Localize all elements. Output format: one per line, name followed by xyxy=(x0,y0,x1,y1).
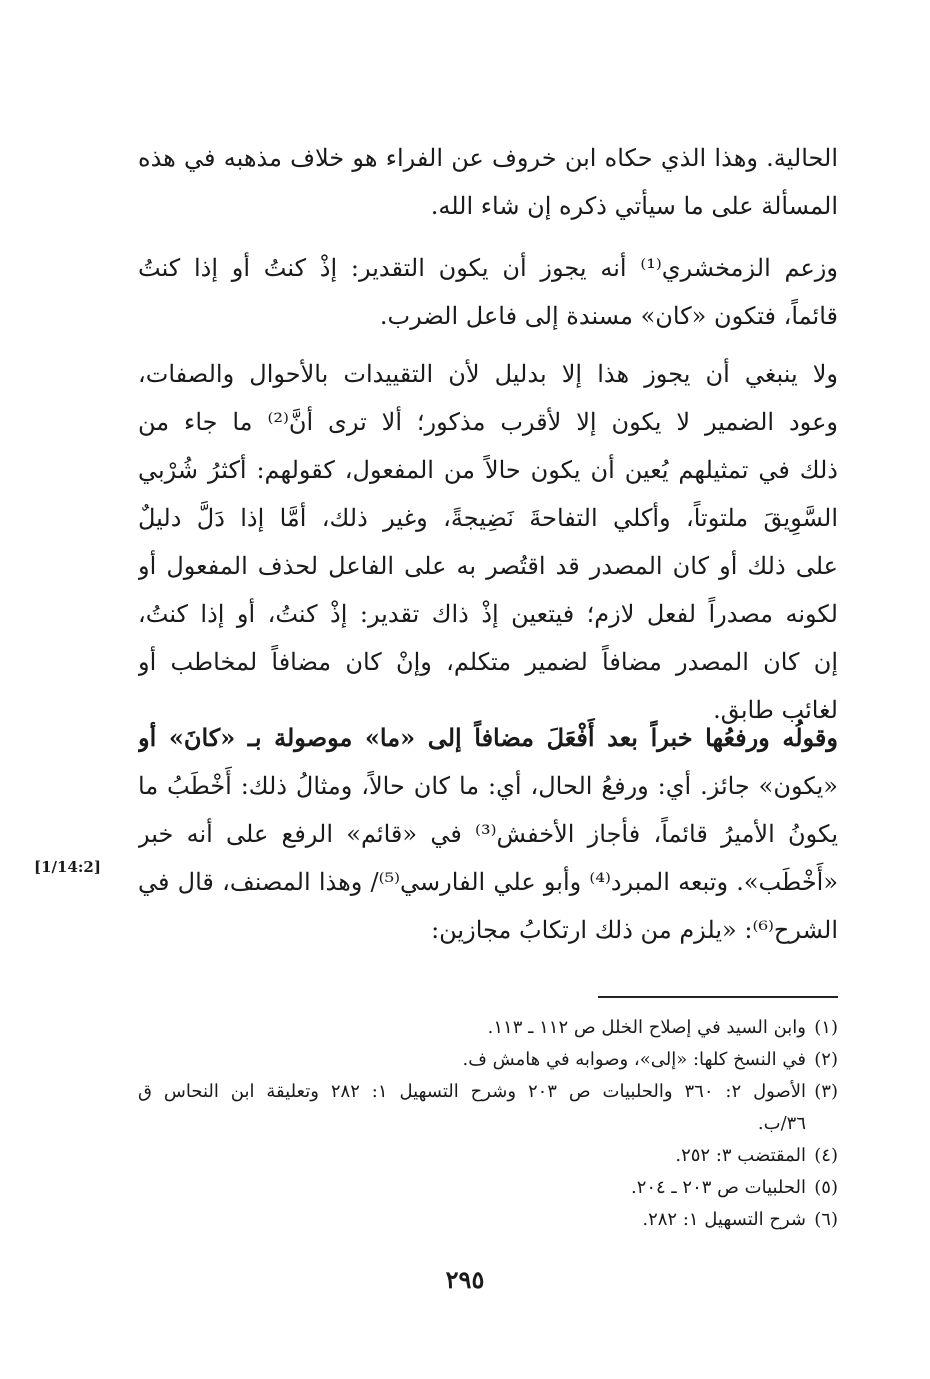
footnote-number: (٥) xyxy=(814,1177,838,1198)
footnote xyxy=(138,1012,838,1044)
text-line: يكونُ الأميرُ قائماً، فأجاز الأخفش⁽³⁾ في «قائم» الرفع على أنه خبر xyxy=(138,820,838,848)
footnote-number: (٤) xyxy=(814,1145,838,1166)
footnote xyxy=(138,1140,838,1172)
text-line: قائماً، فتكون «كان» مسندة إلى فاعل الضرب. xyxy=(379,302,838,330)
footnote-continuation xyxy=(138,1108,838,1140)
paragraph-4 xyxy=(138,714,838,954)
text-line: الحالية. وهذا الذي حكاه ابن خروف عن الفراء هو خلاف مذهبه في هذه xyxy=(138,144,838,172)
footnote xyxy=(138,1172,838,1204)
text-line: «أَخْطَب». وتبعه المبرد⁽⁴⁾ وأبو علي الفارسي⁽⁵⁾/ وهذا المصنف، قال في xyxy=(138,868,838,896)
footnote-text: المقتضب ٣: ٢٥٢. xyxy=(675,1145,806,1166)
paragraph-3 xyxy=(138,350,838,734)
text-line: ولا ينبغي أن يجوز هذا إلا بدليل لأن التقييدات بالأحوال والصفات، xyxy=(138,360,838,388)
text-line: المسألة على ما سيأتي ذكره إن شاء الله. xyxy=(430,192,838,220)
margin-reference: [1/14:2] xyxy=(34,858,101,876)
footnote-number xyxy=(806,1108,838,1140)
text-line: لغائب طابق. xyxy=(713,696,838,724)
text-line: على ذلك أو كان المصدر قد اقتُصر به على الفاعل لحذف المفعول أو xyxy=(138,552,838,580)
footnote-divider xyxy=(598,996,838,998)
text-line: وقولُه ورفعُها خبراً بعد أَفْعَلَ مضافاً إلى «ما» موصولة بـ «كانَ» أو xyxy=(138,723,838,752)
footnote-text: وابن السيد في إصلاح الخلل ص ١١٢ ـ ١١٣. xyxy=(487,1017,806,1038)
footnote-number: (١) xyxy=(814,1017,838,1038)
text-line: وعود الضمير لا يكون إلا لأقرب مذكور؛ ألا ترى أنَّ⁽²⁾ ما جاء من xyxy=(138,408,838,436)
paragraph-2 xyxy=(138,244,838,340)
footnotes xyxy=(138,1012,838,1236)
footnote xyxy=(138,1044,838,1076)
page-number: ٢٩٥ xyxy=(445,1265,485,1294)
paragraph-1 xyxy=(138,134,838,230)
text-line: «يكون» جائز. أي: ورفعُ الحال، أي: ما كان حالاً، ومثالُ ذلك: أَخْطَبُ ما xyxy=(138,772,838,800)
footnote-text: الأصول ٢: ٣٦٠ والحلبيات ص ٢٠٣ وشرح التسهيل ١: ٢٨٢ وتعليقة ابن النحاس ق xyxy=(138,1081,806,1102)
footnote xyxy=(138,1076,838,1108)
footnote-number: (٦) xyxy=(814,1209,838,1230)
text-line: الشرح⁽⁶⁾: «يلزم من ذلك ارتكابُ مجازين: xyxy=(431,916,838,944)
footnote-text: شرح التسهيل ١: ٢٨٢. xyxy=(642,1209,806,1230)
text-line: إن كان المصدر مضافاً لضمير متكلم، وإنْ كان مضافاً لمخاطب أو xyxy=(138,648,838,676)
text-line: ذلك في تمثيلهم يُعين أن يكون حالاً من المفعول، كقولهم: أكثرُ شُرْبي xyxy=(138,456,838,484)
footnote-text: الحلبيات ص ٢٠٣ ـ ٢٠٤. xyxy=(630,1177,806,1198)
footnote-text: ٣٦/ب. xyxy=(757,1113,806,1134)
text-line: لكونه مصدراً لفعل لازم؛ فيتعين إذْ ذاك تقدير: إذْ كنتُ، أو إذا كنتُ، xyxy=(138,600,838,628)
text-line: وزعم الزمخشري⁽¹⁾ أنه يجوز أن يكون التقدير: إذْ كنتُ أو إذا كنتُ xyxy=(138,254,838,282)
text-line: السَّوِيقَ ملتوتاً، وأكلي التفاحةَ نَضِيجةً، وغير ذلك، أمَّا إذا دَلَّ دليلٌ xyxy=(138,504,838,532)
footnote-number: (٢) xyxy=(814,1049,838,1070)
footnote xyxy=(138,1204,838,1236)
footnote-number: (٣) xyxy=(814,1081,838,1102)
footnote-text: في النسخ كلها: «إلى»، وصوابه في هامش ف. xyxy=(462,1049,806,1070)
